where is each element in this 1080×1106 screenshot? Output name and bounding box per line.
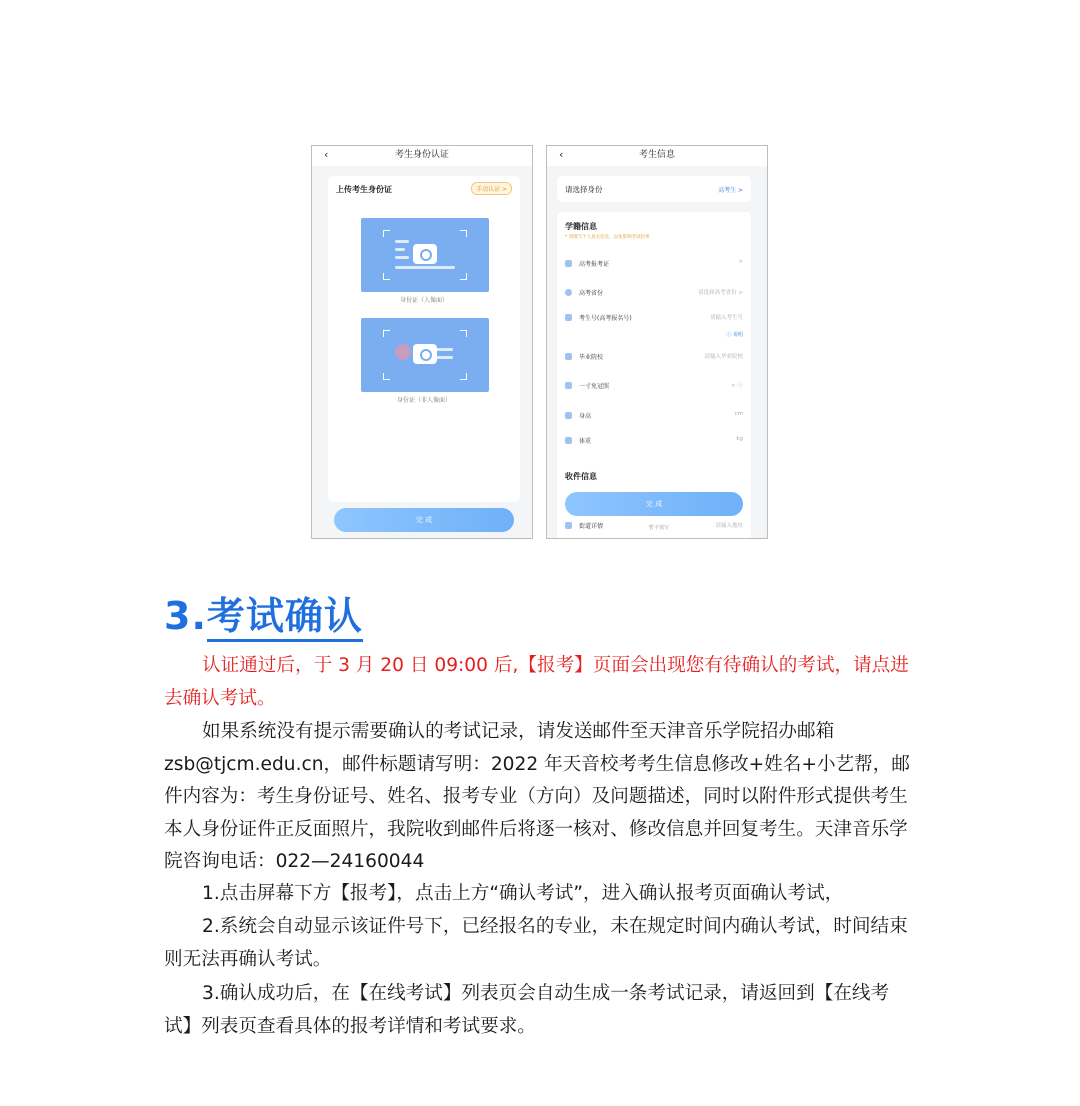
id-back-caption: 身份证（非人像面） [396,397,451,404]
field-label: 考生号(高考报名号) [579,315,632,322]
card-line [395,266,455,269]
paragraph-step-1: 1.点击屏幕下方【报考】，点击上方“确认考试”，进入确认报考页面确认考试， [202,883,844,904]
id-front-upload[interactable] [361,218,489,292]
camera-icon [413,344,437,364]
paragraph-notice: 认证通过后，于 3 月 20 日 09:00 后,【报考】页面会出现您有待确认的考试，请点进去确认考试。 [164,655,909,709]
map-icon [565,522,572,529]
field-value: > ⓘ [731,383,743,389]
permit-icon [565,260,572,267]
frame-corner-icon [460,230,467,237]
skip-link[interactable]: 暂不填写 [649,525,670,531]
nav-bar [547,146,767,166]
field-label: 街道详情 [579,523,604,530]
paragraph-step-2: 2.系统会自动显示该证件号下，已经报名的专业，未在规定时间内确认考试，时间结束则无法再确认考试。 [164,916,908,970]
candidate-info-screenshot [546,145,768,539]
frame-corner-icon [383,330,390,337]
frame-corner-icon [460,330,467,337]
identity-value: 高考生 > [718,187,743,194]
frame-corner-icon [383,273,390,280]
id-auth-screenshot [311,145,533,539]
card-line [435,356,453,359]
field-value: > [738,259,743,265]
field-candidate-number[interactable] [557,311,751,325]
mail-section-title: 收件信息 [565,472,597,481]
school-section-title: 学籍信息 [565,222,597,231]
field-label: 高考省份 [579,290,604,297]
card-line [435,348,453,351]
field-label: 体重 [579,438,592,445]
photo-icon [565,382,572,389]
field-province[interactable] [557,286,751,300]
portrait-icon [395,344,411,360]
field-graduate-school[interactable] [557,350,751,364]
upload-section-title: 上传考生身份证 [336,185,392,194]
frame-corner-icon [460,273,467,280]
school-icon [565,353,572,360]
back-chevron-icon[interactable]: ‹ [324,148,329,161]
field-photo[interactable] [557,379,751,393]
paragraph-contact: 如果系统没有提示需要确认的考试记录，请发送邮件至天津音乐学院招办邮箱 zsb@tjcm.edu.cn，邮件标题请写明：2022 年天音校考考生信息修改+姓名+小艺帮，邮件内容为：考生身份证号、姓名、报考专业（方向）及问题描述，同时以附件形式提供考生本人身份证件正反面照片，我院收到邮件后将逐一核对、修改信息并回复考生。天津音乐学院咨询电话：022—24160044 [164,721,910,872]
field-value: kg [736,436,743,442]
identity-selector[interactable] [557,176,751,202]
id-front-caption: 身份证（人像面） [399,297,448,304]
screen-title: 考生身份认证 [394,150,449,160]
field-label: 毕业院校 [579,354,604,361]
card-line [395,256,409,259]
field-height[interactable] [557,409,751,423]
field-value: 请输入毕业院校 [704,354,743,360]
card-line [395,240,409,243]
field-exam-permit[interactable] [557,257,751,271]
section-title: 考试确认 [207,594,363,642]
field-weight[interactable] [557,434,751,448]
frame-corner-icon [383,230,390,237]
section-number: 3. [164,594,207,638]
field-value: 请选择高考省份 > [698,290,743,296]
field-label: 高考报考证 [579,261,610,268]
paragraph-step-3: 3.确认成功后，在【在线考试】列表页会自动生成一条考试记录，请返回到【在线考试】列表页查看具体的报考详情和考试要求。 [164,983,890,1037]
weight-icon [565,437,572,444]
field-label: 一寸免冠照 [579,383,610,390]
card-line [395,248,405,251]
section-heading [164,592,363,640]
frame-corner-icon [460,373,467,380]
upload-card [328,176,520,502]
manual-auth-button[interactable]: 手动认证 > [471,182,512,195]
id-number-icon [565,314,572,321]
school-hint: * 请填写个人真实信息，以免影响考试结果 [565,235,650,240]
frame-corner-icon [383,373,390,380]
field-label: 身高 [579,413,592,420]
field-value: 请输入地址 [715,523,743,529]
height-icon [565,412,572,419]
done-button[interactable]: 完 成 [565,492,743,516]
field-value: cm [734,411,743,417]
school-info-card [557,212,751,539]
done-button[interactable]: 完 成 [334,508,514,532]
id-back-upload[interactable] [361,318,489,392]
field-value: 请输入考生号 [709,315,743,321]
nav-bar [312,146,532,166]
camera-icon [413,244,437,264]
location-icon [565,289,572,296]
identity-label: 请选择身份 [565,185,603,194]
explain-link[interactable]: ⓘ 说明 [726,332,743,338]
back-chevron-icon[interactable]: ‹ [559,148,564,161]
screen-title: 考生信息 [638,150,675,160]
